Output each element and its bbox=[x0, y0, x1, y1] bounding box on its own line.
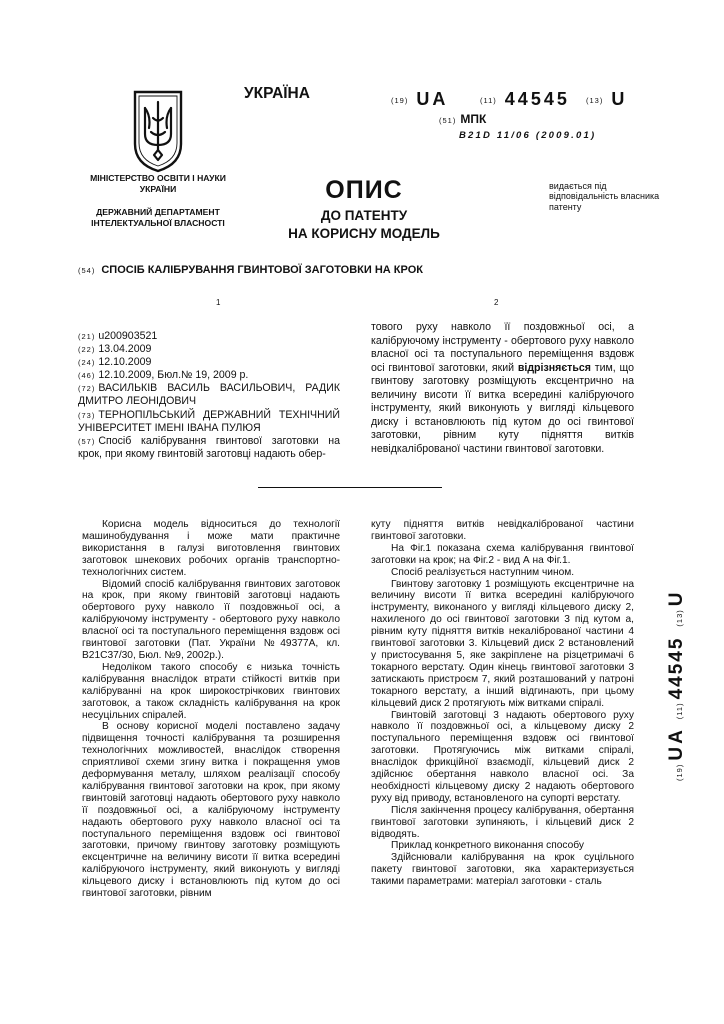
kind-code: (13) U bbox=[586, 89, 628, 109]
description-right-column bbox=[371, 519, 634, 888]
description-paragraph: куту підняття витків невідкаліброваної частини гвинтової заготовки. bbox=[371, 519, 634, 542]
invention-title: (54) СПОСІБ КАЛІБРУВАННЯ ГВИНТОВОЇ ЗАГОТОВКИ НА КРОК bbox=[78, 264, 423, 276]
description-paragraph: Відомий спосіб калібрування гвинтових заготовок на крок, при якому гвинтовій заготовці надають обертового руху навколо її поздовжньої осі, а калібруючому інструменту - обертового руху навколо власної осі та поступального переміщення вздовж осі гвинтової заготовки (Пат. України №49377А, кл. В21С37/30, Бюл. №9, 2002р.). bbox=[82, 578, 340, 661]
trident-emblem-icon bbox=[131, 88, 185, 174]
inventors: (72) ВАСИЛЬКІВ ВАСИЛЬ ВАСИЛЬОВИЧ, РАДИК ДМИТРО ЛЕОНІДОВИЧ bbox=[78, 382, 340, 408]
claim-start: (57) Спосіб калібрування гвинтової заготовки на крок, при якому гвинтовій заготовці надають обер- bbox=[78, 434, 340, 460]
bibliographic-data bbox=[78, 330, 340, 461]
filing-date: (22) 13.04.2009 bbox=[78, 343, 152, 356]
description-paragraph: Корисна модель відноситься до технології машинобудування і може мати практичне використання в галузі виготовлення гвинтових заготовок шнекових робочих органів транспортно-технологічних систем. bbox=[82, 519, 340, 578]
description-paragraph: Недоліком такого способу є низька точність калібрування внаслідок втрати стійкості витків при калібруванні на крок широкострічкових гвинтових заготовок, а також складність калібрування на крок несуцільних спіралей. bbox=[82, 661, 340, 721]
description-paragraph: Приклад конкретного виконання способу bbox=[391, 840, 584, 852]
ipc-code: B21D 11/06 (2009.01) bbox=[459, 130, 597, 141]
document-type-line1: ДО ПАТЕНТУ bbox=[320, 208, 408, 223]
column-number-left: 1 bbox=[216, 298, 221, 307]
description-paragraph: Здійснювали калібрування на крок суцільного пакету гвинтової заготовки, яка характеризується такими параметрами: матеріал заготовки - сталь bbox=[371, 852, 634, 888]
side-patent-identifier: (19) UA (11) 44545 (13) U bbox=[666, 592, 687, 781]
ministry-name: МІНІСТЕРСТВО ОСВІТИ І НАУКИ УКРАЇНИ bbox=[90, 173, 226, 194]
application-number: (21) u200903521 bbox=[78, 330, 158, 342]
patent-number: (11) 44545 bbox=[480, 89, 570, 109]
country-code: (19) UA bbox=[391, 89, 449, 109]
responsibility-note: видається під відповідальність власника патенту bbox=[549, 181, 660, 212]
description-paragraph: Гвинтовій заготовці 3 надають обертового руху навколо її поздовжньої осі, а кільцевому диску 2 поступального переміщення вздовж осі гвинтової заготовки. Протягуючись між витками спіралі, внаслідок фрикційної взаємодії, кільцевий диск 2 здійснює обертання навколо власної осі. За необхідності кільцевому диску 2 надають обертового руху від приводу, встановленого на супорті верстату. bbox=[371, 709, 634, 804]
abstract-continuation: тового руху навколо її поздовжньої осі, а калібруючому інструменту - обертового руху навколо власної осі та поступального переміщення вздовж осі гвинтової заготовки, який відрізняється тим, що гвинтову заготовку розміщують ексцентрично на величину висоти її витка всередині калібруючого інструменту, який виконують у вигляді кільцевого диску і встановлюють під кутом до осі гвинтової заготовки, рівним куту підняття витків невідкаліброваної частини гвинтової заготовки. bbox=[371, 321, 634, 455]
description-paragraph: Гвинтову заготовку 1 розміщують ексцентричне на величину висоти її витка всередині калібруючого інструменту, виконаного у вигляді кільцевого диску 2, нахиленого до осі гвинтової заготовки 3 під кутом а, рівним куту підняття витків некаліброваної частини 4 гвинтової заготовки 3. Кільцевий диск 2 встановлений у пристосування 5, яке закріплене на різцетримачі 6 токарного верстату. Один кінець гвинтової заготовки 3 затискають пристроєм 7, який розташований у патроні токарного верстату, а інший відгинають, при цьому кільцевий диск 2 протягують між витками спіралі. bbox=[371, 578, 634, 709]
document-type-title: ОПИС bbox=[325, 176, 403, 204]
description-paragraph: Після закінчення процесу калібрування, обертання гвинтової заготовки зупиняють, і кільцевий диск 2 відводять. bbox=[371, 804, 634, 840]
country-heading: УКРАЇНА bbox=[244, 85, 310, 102]
section-divider bbox=[258, 487, 442, 488]
column-number-right: 2 bbox=[494, 298, 499, 307]
ipc-label: (51) МПК bbox=[439, 112, 487, 126]
description-paragraph: На Фіг.1 показана схема калібрування гвинтової заготовки на крок; на Фіг.2 - вид А на Фіг.1. bbox=[371, 542, 634, 566]
description-left-column bbox=[82, 519, 340, 900]
claim-emphasis: відрізняється bbox=[517, 361, 591, 374]
bulletin: (46) 12.10.2009, Бюл.№ 19, 2009 р. bbox=[78, 369, 249, 382]
description-paragraph: В основу корисної моделі поставлено задачу підвищення точності калібрування та розширення технологічних можливостей, внаслідок створення сприятливої схеми згину витка і покращення умов деформування металу, шляхом реалізації способу калібрування гвинтової заготовки на крок, при якому гвинтовій заготовці надають обертового руху навколо її поздовжньої осі, а калібруючому інструменту надають обертового руху навколо власної осі та поступального переміщення вздовж осі гвинтової заготовки, причому гвинтову заготовку розміщують ексцентричне на величину висоти її витка всередині калібруючого інструменту, який виконують у вигляді кільцевого диску і встановлюють під кутом до осі гвинтової заготовки, рівним bbox=[82, 721, 340, 900]
department-name: ДЕРЖАВНИЙ ДЕПАРТАМЕНТ ІНТЕЛЕКТУАЛЬНОЇ ВЛАСНОСТІ bbox=[91, 207, 225, 228]
owner: (73) ТЕРНОПІЛЬСЬКИЙ ДЕРЖАВНИЙ ТЕХНІЧНИЙ УНІВЕРСИТЕТ ІМЕНІ ІВАНА ПУЛЮЯ bbox=[78, 408, 340, 434]
document-type-line2: НА КОРИСНУ МОДЕЛЬ bbox=[288, 226, 440, 241]
publication-date: (24) 12.10.2009 bbox=[78, 356, 152, 369]
description-paragraph: Спосіб реалізується наступним чином. bbox=[391, 566, 575, 578]
